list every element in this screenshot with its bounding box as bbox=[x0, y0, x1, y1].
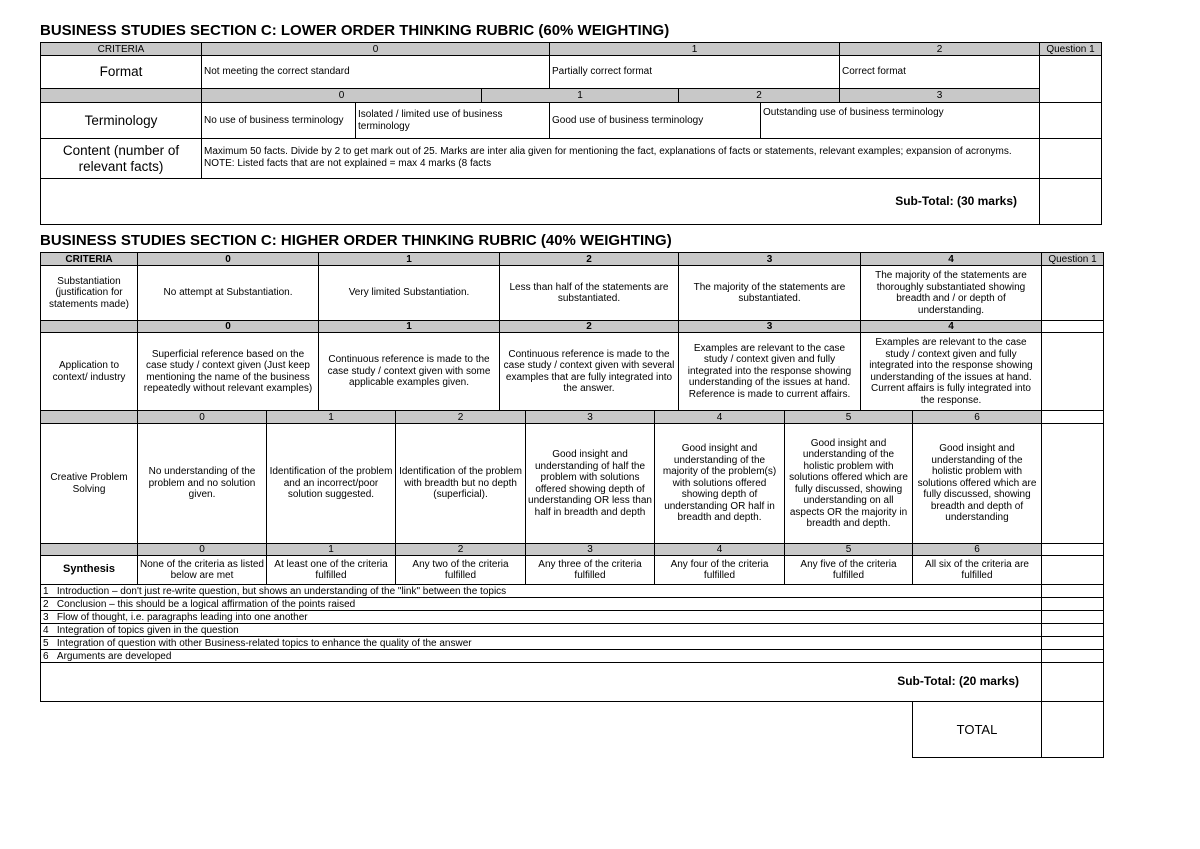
substantiation-cell-3: The majority of the statements are substantiated. bbox=[679, 266, 861, 321]
format-label: Format bbox=[41, 56, 202, 89]
criteria-number: 6 bbox=[43, 650, 49, 662]
terminology-cell-0: No use of business terminology bbox=[202, 103, 356, 139]
criteria-text: Introduction – don't just re-write question, but shows an understanding of the "link" between the topics bbox=[56, 585, 507, 597]
application-cell-1: Continuous reference is made to the case study / context given with some applicable examples given. bbox=[319, 333, 500, 411]
criteria-text: Flow of thought, i.e. paragraphs leading into one another bbox=[56, 611, 308, 623]
application-cell-2: Continuous reference is made to the case study / context given with several examples that are fully integrated into the answer. bbox=[500, 333, 679, 411]
criteria-number: 2 bbox=[43, 598, 49, 610]
criteria-text: Integration of question with other Business-related topics to enhance the quality of the answer bbox=[56, 637, 472, 649]
criteria-list-question-cell bbox=[1042, 585, 1104, 598]
subst-level-1: 1 bbox=[319, 253, 500, 266]
app-level-0: 0 bbox=[138, 321, 319, 333]
subst-level-2: 2 bbox=[500, 253, 679, 266]
creative-level-0: 0 bbox=[138, 411, 267, 424]
format-level-1: 1 bbox=[550, 43, 840, 56]
synthesis-label: Synthesis bbox=[41, 556, 138, 585]
terminology-cell-2: Good use of business terminology bbox=[550, 103, 761, 139]
content-label: Content (number of relevant facts) bbox=[41, 139, 202, 179]
higher-criteria-header: CRITERIA bbox=[41, 253, 138, 266]
terminology-cell-3: Outstanding use of business terminology bbox=[761, 103, 1040, 139]
total-spacer bbox=[41, 702, 913, 758]
app-level-4: 4 bbox=[861, 321, 1042, 333]
creative-label: Creative Problem Solving bbox=[41, 424, 138, 544]
app-level-question-cell bbox=[1042, 321, 1104, 333]
subst-level-3: 3 bbox=[679, 253, 861, 266]
synthesis-cell-6: All six of the criteria are fulfilled bbox=[913, 556, 1042, 585]
synthesis-cell-4: Any four of the criteria fulfilled bbox=[655, 556, 785, 585]
synthesis-level-1: 1 bbox=[267, 544, 396, 556]
synthesis-cell-5: Any five of the criteria fulfilled bbox=[785, 556, 913, 585]
substantiation-cell-1: Very limited Substantiation. bbox=[319, 266, 500, 321]
application-cell-0: Superficial reference based on the case study / context given (Just keep mentioning the name of the business repeatedly without relevant examples) bbox=[138, 333, 319, 411]
synthesis-level-0: 0 bbox=[138, 544, 267, 556]
format-cell-1: Partially correct format bbox=[550, 56, 840, 89]
criteria-number: 4 bbox=[43, 624, 49, 636]
creative-level-4: 4 bbox=[655, 411, 785, 424]
substantiation-cell-2: Less than half of the statements are substantiated. bbox=[500, 266, 679, 321]
format-cell-0: Not meeting the correct standard bbox=[202, 56, 550, 89]
synthesis-level-5: 5 bbox=[785, 544, 913, 556]
lower-subtotal: Sub-Total: (30 marks) bbox=[41, 179, 1040, 225]
lower-rubric-title: BUSINESS STUDIES SECTION C: LOWER ORDER THINKING RUBRIC (60% WEIGHTING) bbox=[40, 22, 670, 39]
synthesis-score-cell[interactable] bbox=[1042, 556, 1104, 585]
higher-question-header: Question 1 bbox=[1042, 253, 1104, 266]
criteria-list-question-cell bbox=[1042, 650, 1104, 663]
criteria-list-item bbox=[41, 624, 1042, 637]
creative-cell-4: Good insight and understanding of the majority of the problem(s) with solutions offered showing depth of understanding OR half in breadth and depth. bbox=[655, 424, 785, 544]
creative-level-question-cell bbox=[1042, 411, 1104, 424]
creative-level-1: 1 bbox=[267, 411, 396, 424]
content-score-cell[interactable] bbox=[1040, 139, 1102, 179]
synthesis-level-4: 4 bbox=[655, 544, 785, 556]
synthesis-cell-1: At least one of the criteria fulfilled bbox=[267, 556, 396, 585]
creative-level-3: 3 bbox=[526, 411, 655, 424]
criteria-number: 5 bbox=[43, 637, 49, 649]
higher-subtotal: Sub-Total: (20 marks) bbox=[41, 663, 1042, 702]
creative-cell-0: No understanding of the problem and no solution given. bbox=[138, 424, 267, 544]
criteria-list-item bbox=[41, 637, 1042, 650]
synthesis-cell-3: Any three of the criteria fulfilled bbox=[526, 556, 655, 585]
term-level-3: 3 bbox=[840, 89, 1040, 103]
criteria-list-item bbox=[41, 650, 1042, 663]
creative-level-2: 2 bbox=[396, 411, 526, 424]
creative-level-spacer bbox=[41, 411, 138, 424]
synthesis-level-3: 3 bbox=[526, 544, 655, 556]
term-level-0: 0 bbox=[202, 89, 482, 103]
term-level-2: 2 bbox=[679, 89, 840, 103]
substantiation-score-cell[interactable] bbox=[1042, 266, 1104, 321]
higher-rubric-table bbox=[40, 252, 1104, 758]
criteria-text: Arguments are developed bbox=[56, 650, 172, 662]
higher-rubric-title: BUSINESS STUDIES SECTION C: HIGHER ORDER THINKING RUBRIC (40% WEIGHTING) bbox=[40, 232, 672, 249]
synthesis-level-6: 6 bbox=[913, 544, 1042, 556]
term-level-spacer bbox=[41, 89, 202, 103]
format-level-2: 2 bbox=[840, 43, 1040, 56]
substantiation-cell-0: No attempt at Substantiation. bbox=[138, 266, 319, 321]
terminology-label: Terminology bbox=[41, 103, 202, 139]
app-level-2: 2 bbox=[500, 321, 679, 333]
higher-subtotal-score-cell[interactable] bbox=[1042, 663, 1104, 702]
creative-cell-5: Good insight and understanding of the holistic problem with solutions offered which are fully discussed, showing understanding on all aspects OR the majority in breadth and depth. bbox=[785, 424, 913, 544]
lower-rubric-table bbox=[40, 42, 1102, 225]
creative-level-6: 6 bbox=[913, 411, 1042, 424]
format-score-cell[interactable] bbox=[1040, 56, 1102, 103]
creative-cell-1: Identification of the problem and an incorrect/poor solution suggested. bbox=[267, 424, 396, 544]
application-cell-3: Examples are relevant to the case study / context given and fully integrated into the response showing understanding of the issues at hand. Reference is made to current affairs. bbox=[679, 333, 861, 411]
app-level-1: 1 bbox=[319, 321, 500, 333]
format-cell-2: Correct format bbox=[840, 56, 1040, 89]
substantiation-label: Substantiation (justification for statements made) bbox=[41, 266, 138, 321]
criteria-text: Conclusion – this should be a logical affirmation of the points raised bbox=[56, 598, 356, 610]
app-level-spacer bbox=[41, 321, 138, 333]
term-level-1: 1 bbox=[482, 89, 679, 103]
synthesis-level-2: 2 bbox=[396, 544, 526, 556]
criteria-list-question-cell bbox=[1042, 624, 1104, 637]
application-score-cell[interactable] bbox=[1042, 333, 1104, 411]
criteria-number: 3 bbox=[43, 611, 49, 623]
lower-subtotal-score-cell[interactable] bbox=[1040, 179, 1102, 225]
content-text: Maximum 50 facts. Divide by 2 to get mark out of 25. Marks are inter alia given for mentioning the fact, explanations of facts or statements, relevant examples; expansion of acronyms. NOTE: Listed facts that are not explained = max 4 marks (8 facts bbox=[202, 139, 1040, 179]
format-level-0: 0 bbox=[202, 43, 550, 56]
synthesis-level-spacer bbox=[41, 544, 138, 556]
application-label: Application to context/ industry bbox=[41, 333, 138, 411]
subst-level-4: 4 bbox=[861, 253, 1042, 266]
creative-cell-3: Good insight and understanding of half the problem with solutions offered showing depth of understanding OR less than half in breadth and depth bbox=[526, 424, 655, 544]
terminology-cell-1: Isolated / limited use of business terminology bbox=[356, 103, 550, 139]
app-level-3: 3 bbox=[679, 321, 861, 333]
synthesis-cell-0: None of the criteria as listed below are met bbox=[138, 556, 267, 585]
subst-level-0: 0 bbox=[138, 253, 319, 266]
application-cell-4: Examples are relevant to the case study / context given and fully integrated into the response showing understanding of the issues at hand. Current affairs is fully integrated into the response. bbox=[861, 333, 1042, 411]
criteria-number: 1 bbox=[43, 585, 49, 597]
total-label: TOTAL bbox=[913, 702, 1042, 758]
creative-cell-2: Identification of the problem with breadth but no depth (superficial). bbox=[396, 424, 526, 544]
substantiation-cell-4: The majority of the statements are thoroughly substantiated showing breadth and / or depth of understanding. bbox=[861, 266, 1042, 321]
criteria-header: CRITERIA bbox=[41, 43, 202, 56]
criteria-text: Integration of topics given in the question bbox=[56, 624, 239, 636]
creative-cell-6: Good insight and understanding of the holistic problem with solutions offered which are fully discussed, showing breadth and depth of understanding bbox=[913, 424, 1042, 544]
criteria-list-question-cell bbox=[1042, 598, 1104, 611]
criteria-list-question-cell bbox=[1042, 637, 1104, 650]
total-score-cell[interactable] bbox=[1042, 702, 1104, 758]
synthesis-level-question-cell bbox=[1042, 544, 1104, 556]
criteria-list-item bbox=[41, 611, 1042, 624]
creative-score-cell[interactable] bbox=[1042, 424, 1104, 544]
criteria-list-item bbox=[41, 598, 1042, 611]
synthesis-cell-2: Any two of the criteria fulfilled bbox=[396, 556, 526, 585]
criteria-list-question-cell bbox=[1042, 611, 1104, 624]
terminology-score-cell[interactable] bbox=[1040, 103, 1102, 139]
creative-level-5: 5 bbox=[785, 411, 913, 424]
criteria-list-item bbox=[41, 585, 1042, 598]
question-header: Question 1 bbox=[1040, 43, 1102, 56]
